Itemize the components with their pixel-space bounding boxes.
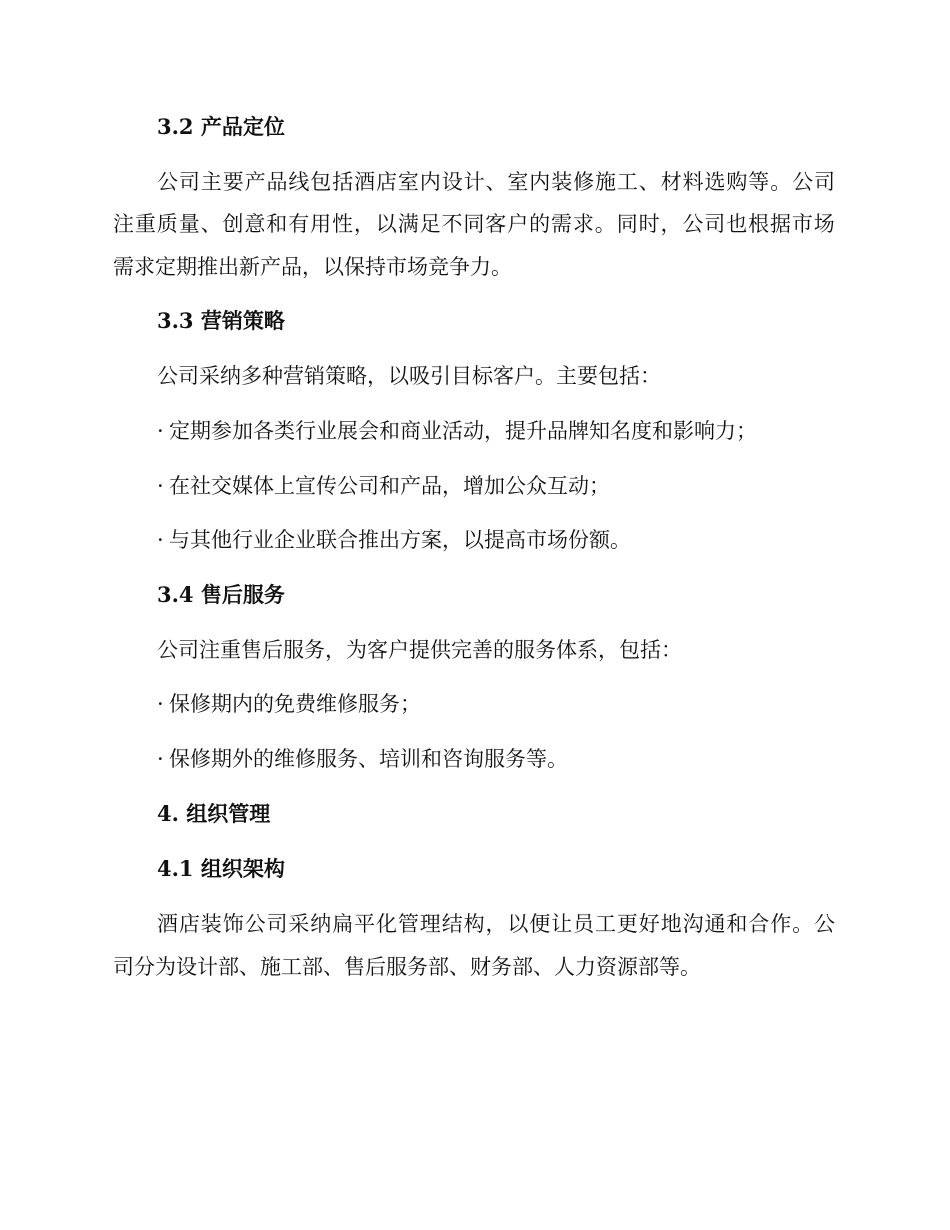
paragraph-intro: 公司注重售后服务，为客户提供完善的服务体系，包括： xyxy=(157,638,682,662)
paragraph-line: 需求定期推出新产品，以保持市场竞争力。 xyxy=(113,255,512,279)
list-item-text: 与其他行业企业联合推出方案，以提高市场份额。 xyxy=(169,528,631,552)
list-item-text: 保修期外的维修服务、培训和咨询服务等。 xyxy=(169,747,568,771)
list-item-text: 保修期内的免费维修服务； xyxy=(169,692,421,716)
bullet-marker: · xyxy=(157,747,164,771)
bullet-marker: · xyxy=(157,419,164,443)
list-item xyxy=(157,471,610,501)
list-item xyxy=(157,744,568,774)
list-item xyxy=(157,689,421,719)
paragraph-line: 酒店装饰公司采纳扁平化管理结构，以便让员工更好地沟通和合作。公 xyxy=(157,912,836,936)
list-item-text: 定期参加各类行业展会和商业活动，提升品牌知名度和影响力； xyxy=(169,419,757,443)
list-item xyxy=(157,525,631,555)
bullet-marker: · xyxy=(157,692,164,716)
paragraph-line: 注重质量、创意和有用性，以满足不同客户的需求。同时，公司也根据市场 xyxy=(113,212,836,236)
paragraph-line: 公司主要产品线包括酒店室内设计、室内装修施工、材料选购等。公司 xyxy=(157,170,836,194)
list-item xyxy=(157,416,757,446)
list-item-text: 在社交媒体上宣传公司和产品，增加公众互动； xyxy=(169,474,610,498)
section-heading-3-4: 3.4 售后服务 xyxy=(157,582,285,607)
paragraph-line: 司分为设计部、施工部、售后服务部、财务部、人力资源部等。 xyxy=(113,955,701,979)
paragraph-intro: 公司采纳多种营销策略，以吸引目标客户。主要包括： xyxy=(157,364,661,388)
section-heading-3-3: 3.3 营销策略 xyxy=(157,308,285,333)
bullet-marker: · xyxy=(157,528,164,552)
section-heading-4: 4. 组织管理 xyxy=(157,801,271,826)
section-heading-3-2: 3.2 产品定位 xyxy=(157,114,285,139)
section-heading-4-1: 4.1 组织架构 xyxy=(157,856,285,881)
bullet-marker: · xyxy=(157,474,164,498)
